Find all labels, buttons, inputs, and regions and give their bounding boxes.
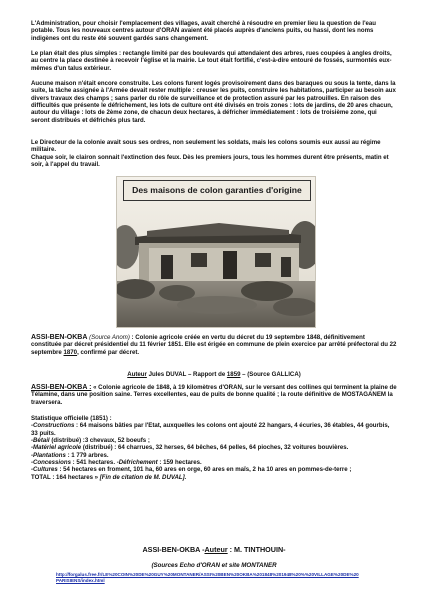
stats-total: TOTAL : 164 hectares » [Fin de citation de M. DUVAL].: [31, 473, 187, 481]
stats-plantations: -Plantations : 1 779 arbres.: [31, 451, 109, 459]
intro-paragraph-3: Aucune maison n'était encore construite. Les colons furent logés provisoirement dans des baraques ou sous la tente, dans la suite, la tâche assignée à l'Armée devait rester multiple : creuser les puits, construire les habitations, participer au besoin aux divers travaux des champs ; sans parler du rôle de surveillance et de protection assuré par les patrouilles. En raison des difficultés que présente le défrichement, les lots de culture ont été divisés en trois zones : lots de jardins, de 20 ares chacun, autour du village : lots de 2ème zone, de chacun deux hectares, à défricher immédiatement : lots de troisième zone, qui seront distribués et défrichés plus tard.: [31, 80, 396, 124]
source-link-line-2[interactable]: PARISIENS/index.html: [56, 577, 105, 583]
source-link[interactable]: [56, 572, 376, 583]
duval-heading: Auteur Jules DUVAL – Rapport de 1859 – (Source GALLICA): [127, 371, 301, 378]
stats-betail: -Bétail (distribué) :3 chevaux, 52 boeufs ;: [31, 437, 150, 445]
stats-constructions: -Constructions : 64 maisons bâties par l'Etat, auxquelles les colons ont ajouté 22 hangars, 4 écuries, 36 étables, 44 gourbis, 33 puits.: [31, 422, 390, 437]
stats-cultures: -Cultures : 54 hectares en froment, 101 ha, 60 ares en orge, 60 ares en maïs, 2 ha 10 ares en pommes-de-terre ;: [31, 466, 352, 474]
stats-title: Statistique officielle (1851) :: [31, 415, 112, 422]
assi-anom-paragraph: ASSI-BEN-OKBA (Source Anom) : Colonie agricole créée en vertu du décret du 19 septembre 1848, définitivement constituée par décret présidentiel du 11 février 1851. Elle est érigée en commune de plein exercice par arrêté préfectoral du 22 septembre 1870, confirmé par décret.: [31, 334, 397, 356]
stats-concessions: -Concessions : 541 hectares. -Défrichement : 159 hectares.: [31, 459, 202, 467]
footer-title: ASSI-BEN-OKBA -Auteur : M. TINTHOUIN-: [142, 545, 286, 554]
colonist-house-photo: [116, 176, 316, 328]
intro-paragraph-2: Le plan était des plus simples : rectangle limité par des boulevards qui attendaient des arbres, rues coupées à angles droits, au centre la place destinée à recevoir l'église et la mairie. Le tout était fortifié, c'est-à-dire entouré de fossés, surmontés eux-mêmes d'un talus extérieur.: [31, 50, 392, 72]
assi-title-1: ASSI-BEN-OKBA: [31, 334, 88, 341]
footer-sources: (Sources Echo d'ORAN et site MONTANER: [151, 562, 277, 569]
photo-caption: Des maisons de colon garanties d'origine: [123, 180, 311, 201]
assi-title-2: ASSI-BEN-OKBA :: [31, 384, 92, 391]
anom-source: (Source Anom): [89, 334, 130, 341]
stats-materiel: -Matériel agricole (distribué) : 64 charrues, 32 herses, 64 bêches, 64 pelles, 64 pioches, 32 voitures bouvières.: [31, 444, 349, 452]
year-1870: 1870: [63, 348, 78, 356]
intro-paragraph-4: Le Directeur de la colonie avait sous ses ordres, non seulement les soldats, mais les colons soumis eux aussi au régime militaire.: [31, 139, 381, 154]
assi-duval-paragraph: ASSI-BEN-OKBA : « Colonie agricole de 1848, à 19 kilomètres d'ORAN, sur le versant des collines qui terminent la plaine de Télamine, dans une position saine. Terres excellentes, eau de puits de bonne qualité ; la route définitive de MOSTAGANEM la traversera.: [31, 384, 397, 406]
intro-paragraph-1: L'Administration, pour choisir l'emplacement des villages, avait cherché à résoudre en premier lieu la question de l'eau potable. Tous les nouveaux centres autour d'ORAN avaient été placés auprès d'anciens puits, ou hassi, dont les noms indigènes ont du reste été souvent gardés sans changement.: [31, 20, 377, 42]
source-link-line-1[interactable]: http://forgalus.free.fr/LE%20COIN%20DE%20GUY%20MONTANER/ASSI%20BEN%20OKBA%201848%201948%20%%20VILLAGE%20DE%20: [56, 572, 359, 577]
intro-paragraph-5: Chaque soir, le clairon sonnait l'extinction des feux. Dès les premiers jours, tous les hommes durent être présents, matin et soir, à l'appel du travail.: [31, 154, 389, 169]
stats-block: [31, 415, 397, 481]
